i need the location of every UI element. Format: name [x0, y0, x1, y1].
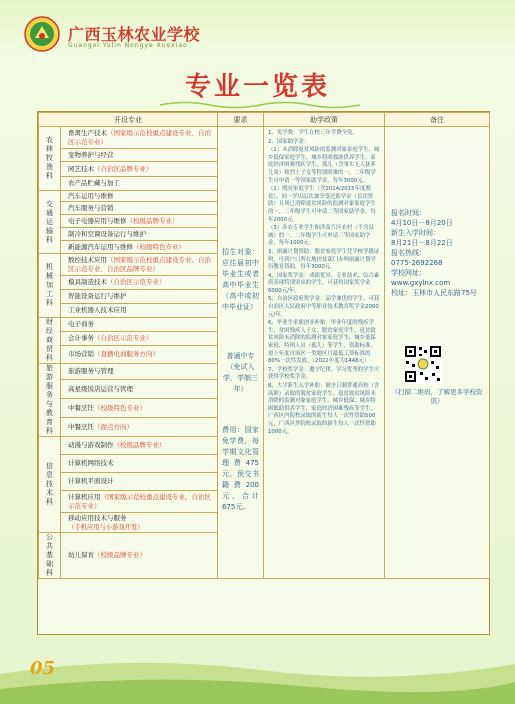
note-website[interactable]: www.gxylnx.com — [391, 279, 451, 287]
major-name: 幼儿保育 — [68, 551, 94, 559]
requirement-b: 普通中专（免试入学，学制三年） — [223, 352, 258, 393]
major-name: 新能源汽车运用与维修 — [68, 242, 133, 251]
major-name: 汽车服务与营销 — [68, 203, 114, 212]
major-name: 畜禽生产技术 — [68, 128, 107, 137]
table-row — [39, 127, 490, 149]
policy-item: 5、自治区政府奖学金：品学兼优的学生，可获自治区人民政府中等职业技术教育奖学金2000元/年。 — [268, 296, 380, 318]
major-cell — [61, 318, 218, 332]
category-cell — [39, 437, 61, 533]
policy-item: 7、学校奖学金：遵守纪律，学习优秀的学生可获得学校奖学金。 — [268, 366, 380, 381]
major-name: 计算机应用 — [68, 492, 101, 501]
major-tag: （国家级示范校重点建设专业、自治区示范专业） — [68, 128, 211, 146]
policy-item: 6、毕业生求职创业补贴：毕业年度的残疾学生、贫困残疾人子女、脱贫家庭学生、返贫致贫风险未消除的监测对象家庭学生、城乡低保家庭、特困人员（孤儿）等学生，资助标准，按上年度自治区一类地区月最低工资标准的80%一次性发放。（2022年度为1448元） — [268, 320, 376, 365]
major-name: 动漫与游戏制作 — [68, 441, 114, 449]
major-name: 计算机平面设计 — [68, 477, 114, 485]
major-tag: （校级特色专业） — [133, 242, 185, 251]
header-notes: 备注 — [385, 113, 490, 127]
requirements-cell — [218, 127, 264, 579]
major-cell — [61, 533, 218, 579]
policy-item: （1）未消除返贫风险的监测对象家庭学生、城乡低保家庭学生、城乡特困救助供养学生、家庭经济困难残疾学生、孤儿（含事实无人抚养儿童）和烈士子女等特别困难的一、二年级学生可申请一等国家助学金，每年3000元。 — [268, 147, 380, 184]
title-underline-decoration — [160, 100, 360, 110]
major-cell — [61, 513, 218, 533]
major-name: 旅游服务与管理 — [68, 367, 114, 376]
major-cell — [61, 241, 218, 254]
notes-cell — [385, 127, 490, 579]
category-label: 公共基础科 — [46, 533, 53, 577]
major-cell — [61, 177, 218, 191]
major-name: 中餐烹饪 — [68, 422, 94, 431]
requirement-c: 费用：国家免学费，每学期文化管理费475元、预交书籍费200元，合计675元。 — [222, 426, 259, 511]
category-label: 农林牧渔科 — [46, 136, 53, 180]
major-tag: （直播电商服务方向） — [94, 350, 159, 359]
category-cell — [39, 318, 61, 364]
major-tag: （校级特色专业） — [94, 403, 146, 412]
major-tag: （国家级示范校重点建设专业、自治区示范专业、自治区品牌专业） — [68, 255, 211, 273]
major-name: 工业机器人技术应用 — [68, 306, 127, 314]
major-name: 数控技术应用 — [68, 255, 107, 264]
major-tag: （国家级示范校重点建设专业、自治区示范专业） — [68, 492, 211, 510]
major-cell — [61, 149, 218, 162]
qr-caption: （扫描二维码，了解更多学校资讯） — [391, 388, 483, 405]
major-tag: （校级品牌专业） — [126, 216, 179, 225]
policy-item: 1、免学费：学生在校三年学费全免。 — [268, 130, 358, 136]
category-cell — [39, 533, 61, 579]
school-logo-icon — [24, 16, 60, 52]
policy-item: 4、国家奖学金：成绩优异、专业技术、综合素质表现特别突出的学生，可获得国家奖学金6000元/年。 — [268, 272, 380, 294]
policy-item: （3）涉农专业学生和涉及片区农村（不含县城）的一、二年级学生可申请三等国家助学金，每年1000元。 — [268, 225, 374, 247]
major-cell — [61, 127, 218, 149]
category-label: 信息技术科 — [46, 462, 53, 506]
category-cell — [39, 254, 61, 318]
table-header-row — [39, 113, 490, 127]
major-name: 宠物养护与经营 — [68, 150, 114, 159]
major-tag: （校级品牌专业） — [94, 551, 146, 559]
category-label: 财经商贸科 — [46, 318, 53, 362]
policy-item: 8、大学新生入学补助：被全日制普通高校（含高职）录取的脱贫家庭学生、返贫致贫风险未消除的监测对象家庭学生、城乡低保、城乡特困救助供养学生、家庭经济困难残疾等学生，广西区内院校录取的新生每人一次性资助500元，广西区外院校录取的新生每人一次性资助1000元。 — [268, 383, 380, 435]
major-cell — [61, 290, 218, 304]
major-subtitle: （手机应用与小游戏开发） — [68, 523, 144, 531]
policy-item: 3、雨露计划资助：脱贫家庭学生凭学校学籍证明，可到户口所在地扶贫部门办理雨露计划学历教育资助，每年3000元。 — [268, 248, 380, 271]
note-enroll-3: 8月21日－8月22日 — [391, 239, 453, 247]
major-name: 智能设备运行与维护 — [68, 292, 127, 300]
major-tag: （自治区示范专业） — [107, 278, 166, 286]
page-title: 专业一览表 — [184, 72, 330, 102]
majors-table — [37, 111, 490, 635]
major-cell — [61, 437, 218, 455]
note-hotline: 0775-2692268 — [391, 259, 443, 267]
major-tag: （自治区示范专业） — [94, 334, 153, 343]
major-name: 市场营销 — [68, 350, 94, 359]
major-name: 高星级饭店运营与管理 — [68, 384, 133, 393]
major-cell — [61, 346, 218, 364]
major-name: 移动应用技术与服务 — [68, 513, 127, 522]
major-name: 模具制造技术 — [68, 278, 107, 286]
note-website-label: 学校网址： — [391, 269, 426, 277]
major-cell — [61, 162, 218, 177]
school-name: 广西玉林农业学校 — [68, 25, 201, 44]
policies-cell — [264, 127, 385, 579]
category-label: 机械加工科 — [46, 263, 53, 307]
qr-code-icon[interactable] — [403, 344, 443, 384]
note-hotline-label: 报名热线： — [391, 249, 426, 257]
policy-item: 2、国家助学金： — [268, 138, 310, 145]
major-cell — [61, 399, 218, 418]
major-tag: （自治区品牌专业） — [94, 164, 153, 173]
note-address: 校址：玉林市人民东路75号 — [391, 289, 477, 297]
major-cell — [61, 418, 218, 437]
major-cell — [61, 191, 218, 202]
category-label: 交通运输科 — [46, 199, 53, 244]
major-cell — [61, 228, 218, 241]
major-name: 中餐烹饪 — [68, 403, 94, 412]
major-name: 电子电器应用与维修 — [68, 216, 127, 225]
major-cell — [61, 380, 218, 399]
major-cell — [61, 202, 218, 215]
major-name: 汽车运用与维修 — [68, 191, 114, 200]
policy-item: （2）脱贫家庭学生（含2014/2015年度脱贫）、同一学历层次兼享受过助学金（首次资助）且现已消除返贫风险的监测对象家庭学生的一、二年级学生可申请二等国家助学金，每年2000元。 — [268, 186, 376, 223]
header-requirements: 要求 — [218, 113, 264, 127]
requirement-a: 招生对象：应往届初中毕业生或者高中毕业生（高中或初中毕业证） — [222, 248, 259, 311]
grass-decoration — [0, 634, 515, 704]
major-name: 计算机网络技术 — [68, 459, 114, 467]
header-banner — [0, 0, 515, 58]
header-majors: 开设专业 — [39, 113, 218, 127]
category-cell — [39, 191, 61, 254]
major-name: 会计事务 — [68, 334, 94, 343]
major-name: 电子商务 — [68, 320, 94, 329]
category-label: 旅游服务与教育科 — [46, 364, 53, 435]
major-cell — [61, 332, 218, 346]
major-cell — [61, 491, 218, 513]
major-cell — [61, 254, 218, 276]
major-tag: （面点方向） — [94, 422, 133, 431]
major-cell — [61, 364, 218, 380]
category-cell — [39, 364, 61, 437]
major-cell — [61, 276, 218, 290]
notes-spacer — [391, 130, 483, 208]
page-number: 05 — [30, 658, 56, 679]
school-pinyin: Guangxi Yulin Nongye Xuexiao — [68, 42, 188, 49]
major-cell — [61, 215, 218, 228]
note-enroll-2: 新生入学时间： — [391, 229, 440, 237]
major-cell — [61, 473, 218, 491]
note-enroll-label: 报名时间： — [391, 209, 426, 217]
major-name: 园艺技术 — [68, 164, 94, 173]
major-name: 制冷和空调设备运行与维护 — [68, 229, 146, 238]
major-cell — [61, 304, 218, 318]
major-tag: （校级品牌专业） — [113, 441, 166, 449]
major-name: 农产品贮藏与加工 — [68, 179, 120, 187]
category-cell — [39, 127, 61, 191]
note-enroll-1: 4月10日－8月20日 — [391, 219, 453, 227]
major-cell — [61, 455, 218, 473]
header-policies: 助学政策 — [264, 113, 385, 127]
